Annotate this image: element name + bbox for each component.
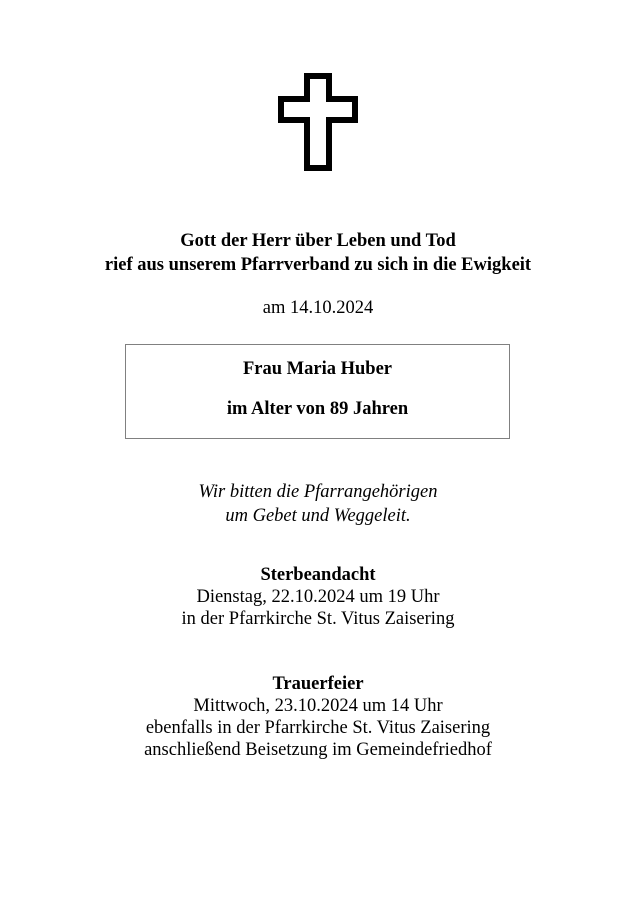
deceased-name: Frau Maria Huber xyxy=(242,359,392,379)
sterbeandacht-date: Dienstag, 22.10.2024 um 19 Uhr xyxy=(196,587,440,607)
request-line-1: Wir bitten die Pfarrangehörigen xyxy=(198,482,438,502)
sterbeandacht-location: in der Pfarrkirche St. Vitus Zaisering xyxy=(181,609,455,629)
death-date: am 14.10.2024 xyxy=(262,298,374,318)
trauerfeier-section xyxy=(0,673,636,761)
trauerfeier-burial: anschließend Beisetzung im Gemeindefriedhof xyxy=(144,740,492,760)
announcement-heading xyxy=(0,229,636,277)
sterbeandacht-title: Sterbeandacht xyxy=(260,565,376,585)
cross-icon xyxy=(278,73,358,171)
heading-line-1: Gott der Herr über Leben und Tod xyxy=(180,231,456,251)
prayer-request xyxy=(0,480,636,528)
heading-line-2: rief aus unserem Pfarrverband zu sich in die Ewigkeit xyxy=(104,255,532,275)
trauerfeier-location: ebenfalls in der Pfarrkirche St. Vitus Zaisering xyxy=(145,718,491,738)
sterbeandacht-section xyxy=(0,564,636,630)
trauerfeier-title: Trauerfeier xyxy=(272,674,364,694)
trauerfeier-date: Mittwoch, 23.10.2024 um 14 Uhr xyxy=(193,696,443,716)
deceased-age: im Alter von 89 Jahren xyxy=(226,399,409,419)
deceased-box xyxy=(125,344,510,439)
request-line-2: um Gebet und Weggeleit. xyxy=(225,506,411,526)
